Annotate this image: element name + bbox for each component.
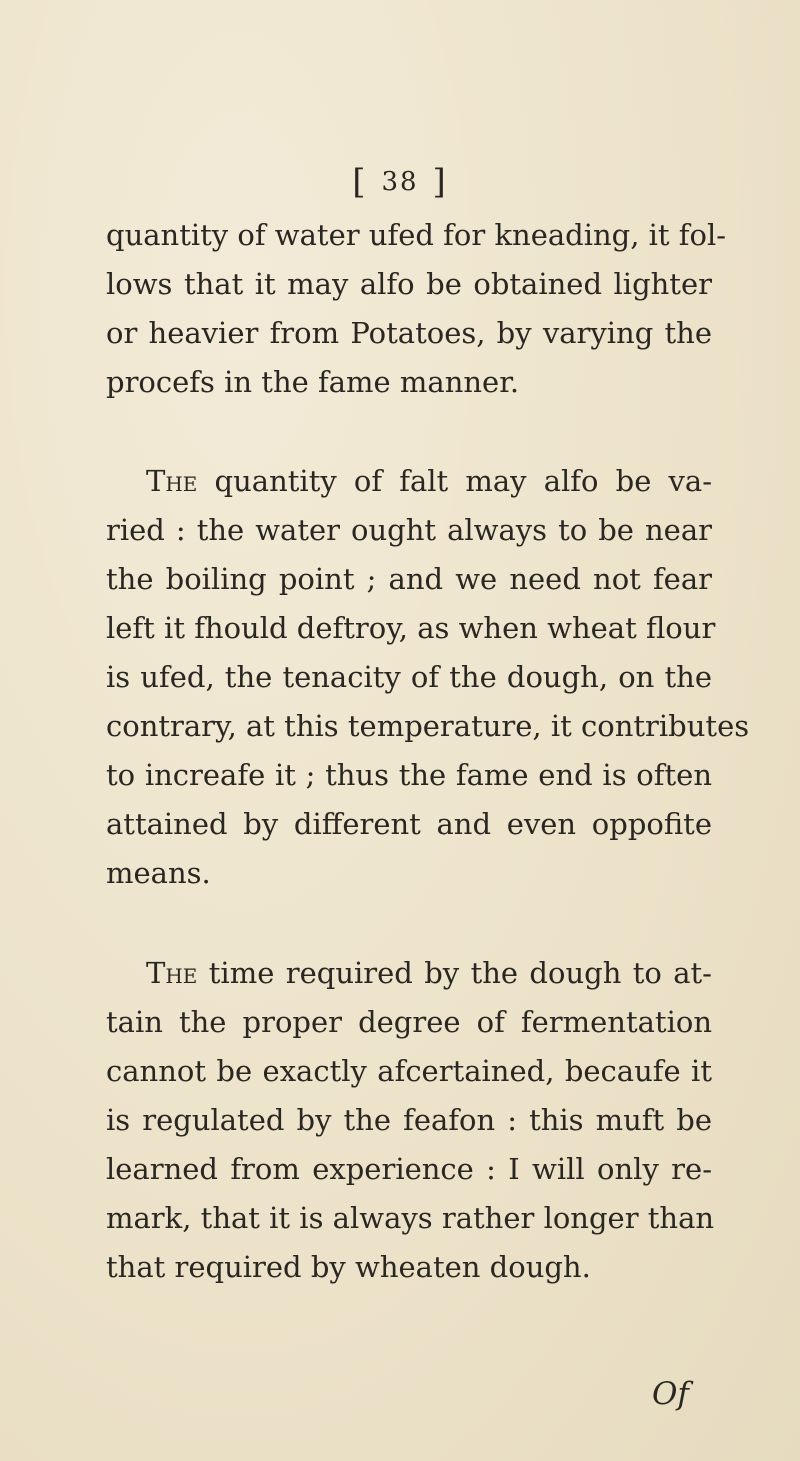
paragraph-3-line-1 — [146, 950, 712, 996]
paragraph-2-line-4: left it fhould deftroy, as when wheat flour — [106, 611, 716, 645]
paragraph-3-line-4: is regulated by the feafon : this muft be — [106, 1103, 712, 1137]
paragraph-3-line-3: cannot be exactly afcertained, becaufe it — [106, 1054, 712, 1088]
page-number: 38 — [381, 167, 419, 197]
paragraph-3-line-6: mark, that it is always rather longer than — [106, 1201, 715, 1235]
paragraph-3-line-5: learned from experience : I will only re- — [106, 1152, 712, 1186]
paragraph-3-line-2: tain the proper degree of fermentation — [106, 1005, 712, 1039]
paragraph-3-line-1-text: time required by the dough to at- — [197, 956, 712, 990]
page-header — [0, 162, 800, 202]
paragraph-2-line-3: the boiling point ; and we need not fear — [106, 562, 712, 596]
paragraph-3-line-7: that required by wheaten dough. — [106, 1250, 591, 1284]
paragraph-1-line-1: quantity of water ufed for kneading, it fol- — [106, 218, 727, 252]
header-open-bracket: [ — [352, 162, 368, 202]
header-close-bracket: ] — [432, 162, 448, 202]
paragraph-2-line-8: attained by different and even oppofite — [106, 807, 712, 841]
paragraph-2-line-7: to increafe it ; thus the fame end is often — [106, 758, 712, 792]
paragraph-1-line-4: procefs in the fame manner. — [106, 365, 520, 399]
paragraph-1-line-3: or heavier from Potatoes, by varying the — [106, 316, 712, 350]
paragraph-2-line-1 — [146, 458, 712, 504]
paragraph-2-line-6: contrary, at this temperature, it contributes — [106, 709, 750, 743]
paragraph-2-lead: The — [146, 464, 198, 498]
paragraph-1-line-2: lows that it may alfo be obtained lighter — [106, 267, 712, 301]
paragraph-3-lead: The — [146, 956, 198, 990]
paragraph-2-line-9: means. — [106, 856, 211, 890]
paragraph-2-line-5: is ufed, the tenacity of the dough, on the — [106, 660, 712, 694]
paragraph-2-line-1-text: quantity of falt may alfo be va- — [197, 464, 712, 498]
catchword: Of — [652, 1376, 689, 1412]
paragraph-2-line-2: ried : the water ought always to be near — [106, 513, 712, 547]
